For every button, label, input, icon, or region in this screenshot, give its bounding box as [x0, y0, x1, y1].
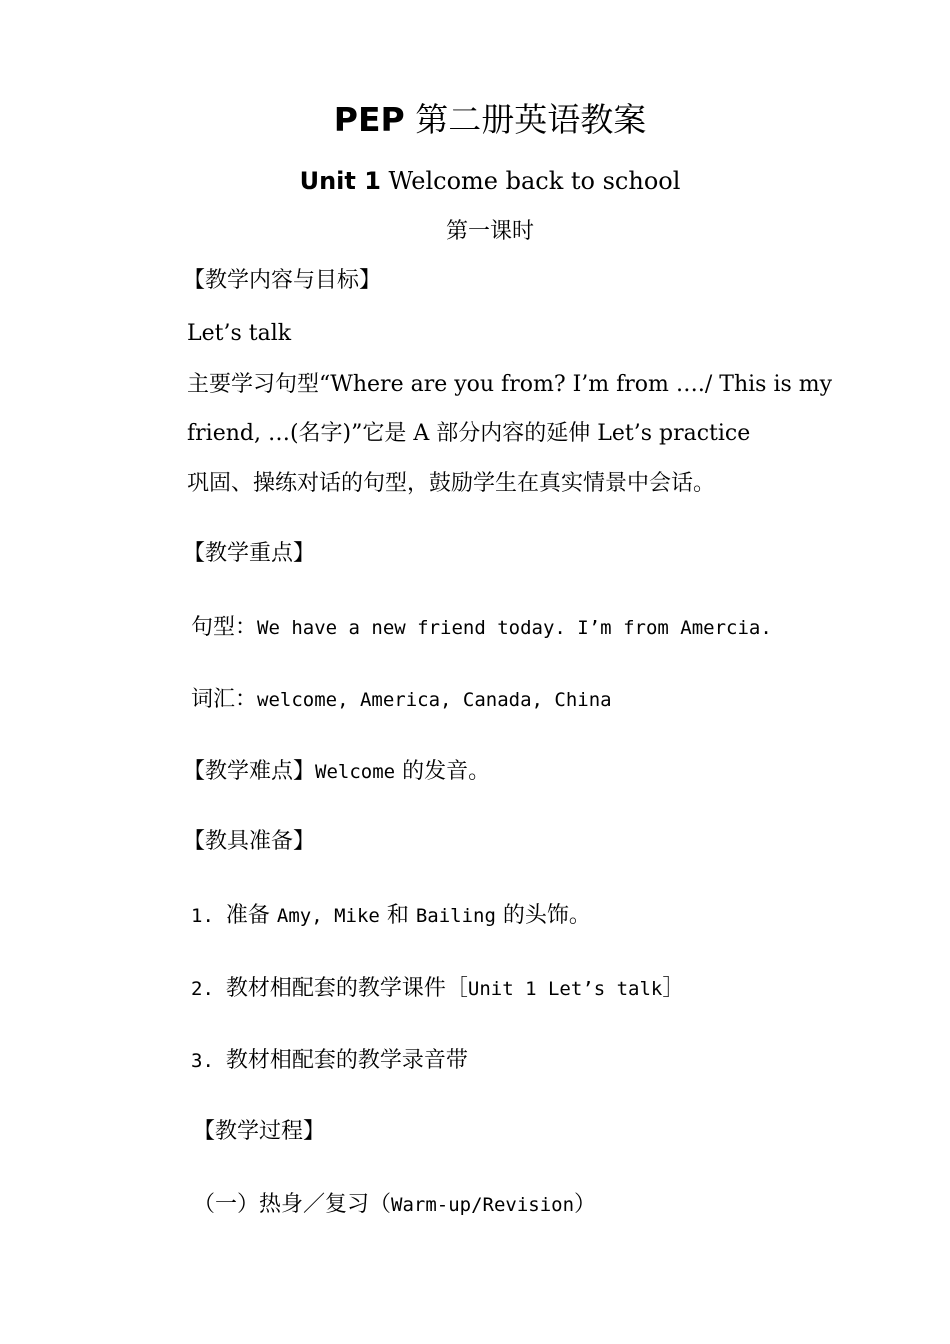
key-sentence-line — [191, 612, 772, 644]
key-vocab-line — [191, 684, 612, 716]
materials-item-1 — [191, 900, 591, 932]
materials-item-1-num: 1. — [191, 905, 214, 927]
materials-item-3 — [191, 1045, 468, 1077]
materials-item-3-num: 3. — [191, 1050, 214, 1072]
materials-item-2-mono: Unit 1 Let’s talk — [467, 978, 663, 1000]
key-points-heading: 【教学重点】 — [183, 541, 316, 566]
step-1-suffix: ） — [574, 1192, 597, 1217]
materials-item-2-text-b: ］ — [662, 976, 685, 1001]
difficulty-rest: 的发音。 — [395, 759, 491, 784]
vocab-text: welcome, America, Canada, China — [257, 689, 612, 711]
sentence-text: We have a new friend today. I’m from Amercia. — [257, 617, 772, 639]
materials-item-1-text-c: 的头饰。 — [495, 903, 591, 928]
materials-item-1-mono-2: Bailing — [415, 905, 496, 927]
difficulty-word: Welcome — [315, 761, 396, 783]
goals-paragraph-line-2: friend, …(名字)”它是 A 部分内容的延伸 Let’s practice — [187, 421, 751, 446]
materials-item-1-mono: Amy, Mike — [276, 905, 380, 927]
subtitle-rest: Welcome back to school — [380, 167, 681, 195]
materials-item-1-text-a: 准备 — [225, 903, 277, 928]
goals-paragraph-line-1: 主要学习句型“Where are you from? I’m from …./ This is my — [187, 372, 833, 397]
content-goals-heading: 【教学内容与目标】 — [183, 268, 382, 293]
document-subtitle — [0, 164, 950, 198]
sentence-label: 句型： — [191, 615, 258, 640]
materials-item-2 — [191, 973, 684, 1005]
step-1-mono: Warm-up/Revision — [391, 1194, 575, 1216]
lets-talk-label: Let’s talk — [187, 321, 292, 346]
materials-item-1-text-b: 和 — [379, 903, 416, 928]
title-rest: 第二册英语教案 — [404, 100, 647, 139]
document-title — [0, 98, 950, 142]
subtitle-bold: Unit 1 — [299, 167, 381, 195]
difficulty-heading: 【教学难点】 — [183, 759, 316, 784]
goals-paragraph-line-3: 巩固、操练对话的句型，鼓励学生在真实情景中会话。 — [187, 471, 716, 496]
materials-item-2-text-a: 教材相配套的教学课件［ — [225, 976, 468, 1001]
process-heading: 【教学过程】 — [193, 1119, 326, 1144]
process-step-1 — [193, 1189, 596, 1221]
materials-item-3-text-a: 教材相配套的教学录音带 — [225, 1048, 468, 1073]
vocab-label: 词汇： — [191, 687, 258, 712]
lesson-label: 第一课时 — [445, 219, 534, 244]
materials-item-2-num: 2. — [191, 978, 214, 1000]
difficulty-line — [183, 756, 490, 788]
materials-heading: 【教具准备】 — [183, 829, 316, 854]
step-1-prefix: （一）热身／复习（ — [193, 1192, 392, 1217]
title-bold: PEP — [333, 100, 405, 139]
